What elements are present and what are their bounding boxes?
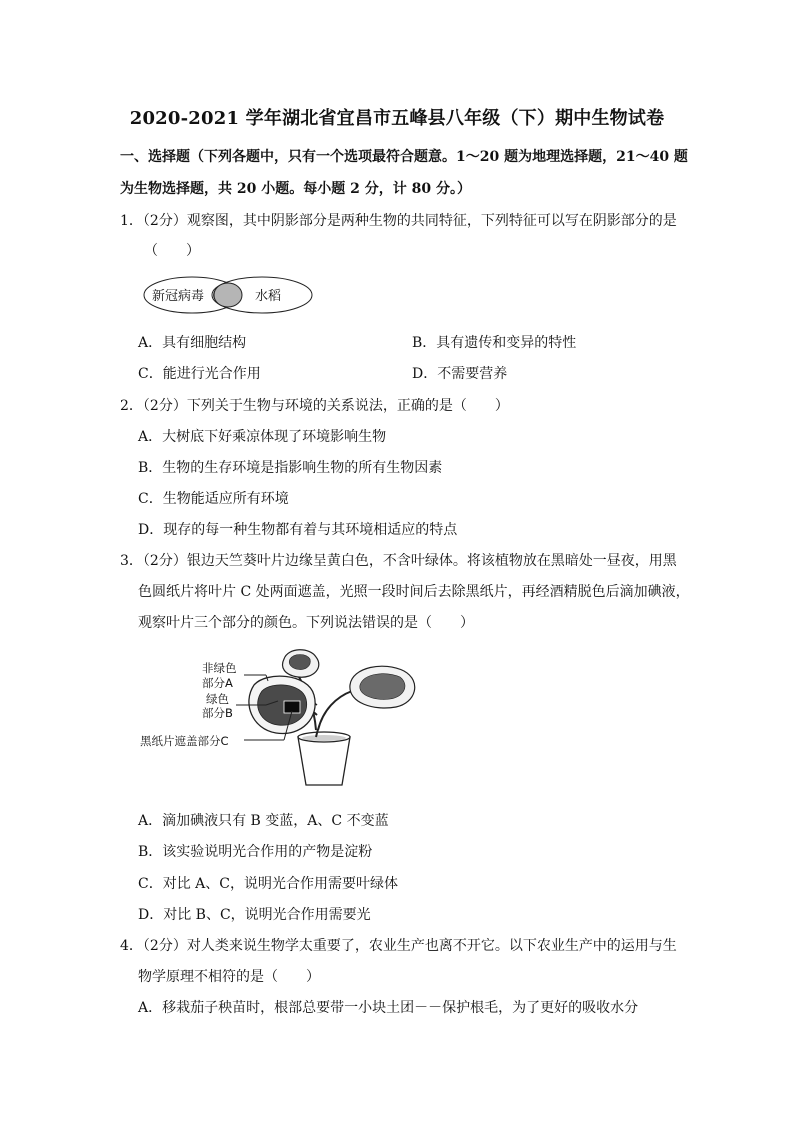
q1-venn-diagram — [140, 272, 320, 318]
q2-stem: 2．（2分）下列关于生物与环境的关系说法，正确的是（ ） — [120, 398, 509, 414]
label-c: 黑纸片遮盖部分C — [140, 734, 229, 748]
q3-option-b: B．该实验说明光合作用的产物是淀粉 — [138, 844, 373, 860]
q2-option-a: A．大树底下好乘凉体现了环境影响生物 — [138, 429, 387, 445]
q3-stem-line1: 3．（2分）银边天竺葵叶片边缘呈黄白色，不含叶绿体。将该植物放在黑暗处一昼夜，用黑 — [120, 553, 677, 569]
q1-stem-line2: （ ） — [144, 243, 200, 259]
q2-option-b: B．生物的生存环境是指影响生物的所有生物因素 — [138, 460, 443, 476]
q1-option-b: B．具有遗传和变异的特性 — [412, 335, 577, 351]
q4-stem-line2: 物学原理不相符的是（ ） — [138, 969, 320, 985]
q1-stem-line1: 1．（2分）观察图，其中阴影部分是两种生物的共同特征，下列特征可以写在阴影部分的是 — [120, 213, 677, 229]
section-heading-line2: 为生物选择题，共 20 小题。每小题 2 分，计 80 分。） — [120, 181, 471, 197]
venn-left-label: 新冠病毒 — [152, 289, 205, 304]
label-b-line1: 绿色 — [206, 692, 229, 706]
q1-option-c: C．能进行光合作用 — [138, 366, 261, 382]
q2-option-c: C．生物能适应所有环境 — [138, 491, 289, 507]
label-a-line2: 部分A — [202, 676, 233, 690]
q1-option-d: D．不需要营养 — [412, 366, 508, 382]
section-heading-line1: 一、选择题（下列各题中，只有一个选项最符合题意。1～20 题为地理选择题，21～40 题 — [120, 149, 688, 165]
q3-geranium-figure — [138, 645, 428, 795]
q3-stem-line2: 色圆纸片将叶片 C 处两面遮盖，光照一段时间后去除黑纸片，再经酒精脱色后滴加碘液， — [138, 584, 690, 600]
q2-option-d: D．现存的每一种生物都有着与其环境相适应的特点 — [138, 522, 458, 538]
q3-option-c: C．对比 A、C，说明光合作用需要叶绿体 — [138, 876, 398, 892]
label-b-line2: 部分B — [202, 706, 233, 720]
flower-pot — [298, 737, 350, 785]
q3-option-d: D．对比 B、C，说明光合作用需要光 — [138, 907, 371, 923]
label-a-line1: 非绿色 — [202, 661, 237, 675]
venn-right-label: 水稻 — [255, 289, 282, 304]
q1-option-a: A．具有细胞结构 — [138, 335, 247, 351]
q3-option-a: A．滴加碘液只有 B 变蓝，A、C 不变蓝 — [138, 813, 389, 829]
exam-title: 2020-2021 学年湖北省宜昌市五峰县八年级（下）期中生物试卷 — [129, 108, 665, 129]
q3-stem-line3: 观察叶片三个部分的颜色。下列说法错误的是（ ） — [138, 615, 474, 631]
q4-stem-line1: 4．（2分）对人类来说生物学太重要了，农业生产也离不开它。以下农业生产中的运用与生 — [120, 938, 677, 954]
q4-option-a: A．移栽茄子秧苗时，根部总要带一小块土团－－保护根毛，为了更好的吸收水分 — [138, 1000, 639, 1016]
